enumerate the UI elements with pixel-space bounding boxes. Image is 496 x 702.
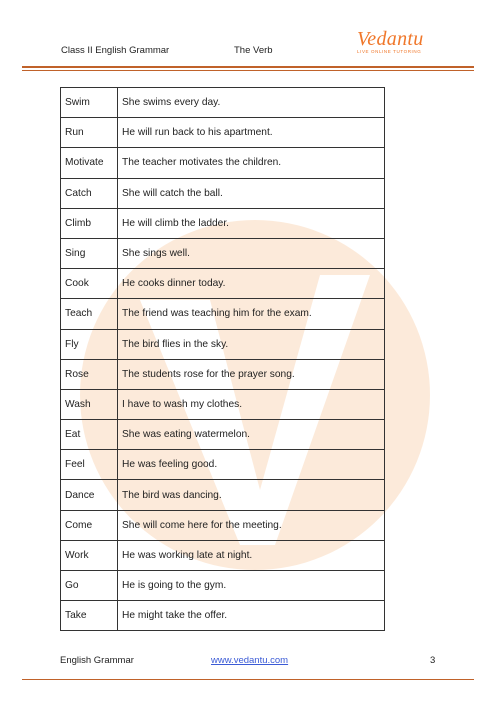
sentence-cell: The friend was teaching him for the exam.	[118, 299, 385, 329]
sentence-cell: He might take the offer.	[118, 601, 385, 631]
verb-cell: Climb	[61, 208, 118, 238]
table-row	[61, 420, 385, 450]
sentence-cell: She will come here for the meeting.	[118, 510, 385, 540]
table-row	[61, 238, 385, 268]
sentence-cell: She was eating watermelon.	[118, 420, 385, 450]
verb-cell: Go	[61, 571, 118, 601]
table-row	[61, 178, 385, 208]
footer-website-link[interactable]: www.vedantu.com	[211, 655, 289, 666]
sentence-cell: He was working late at night.	[118, 540, 385, 570]
logo-tagline: LIVE ONLINE TUTORING	[357, 49, 422, 54]
header-subject: Class II English Grammar	[61, 45, 170, 56]
table-row	[61, 571, 385, 601]
verb-cell: Run	[61, 118, 118, 148]
verb-cell: Wash	[61, 389, 118, 419]
sentence-cell: The students rose for the prayer song.	[118, 359, 385, 389]
table-row	[61, 359, 385, 389]
verb-cell: Catch	[61, 178, 118, 208]
header-divider-thick	[22, 66, 474, 68]
sentence-cell: He was feeling good.	[118, 450, 385, 480]
verb-cell: Feel	[61, 450, 118, 480]
verb-cell: Sing	[61, 238, 118, 268]
sentence-cell: She sings well.	[118, 238, 385, 268]
table-row	[61, 118, 385, 148]
verb-cell: Teach	[61, 299, 118, 329]
verb-cell: Work	[61, 540, 118, 570]
sentence-cell: He will run back to his apartment.	[118, 118, 385, 148]
table-row	[61, 389, 385, 419]
table-row	[61, 299, 385, 329]
table-row	[61, 450, 385, 480]
verb-cell: Dance	[61, 480, 118, 510]
sentence-cell: He will climb the ladder.	[118, 208, 385, 238]
verb-cell: Swim	[61, 88, 118, 118]
verb-cell: Cook	[61, 269, 118, 299]
sentence-cell: She will catch the ball.	[118, 178, 385, 208]
header-chapter-title: The Verb	[234, 45, 273, 56]
verb-cell: Eat	[61, 420, 118, 450]
sentence-cell: The bird flies in the sky.	[118, 329, 385, 359]
table-row	[61, 601, 385, 631]
sentence-cell: He cooks dinner today.	[118, 269, 385, 299]
footer-subject: English Grammar	[60, 655, 134, 666]
table-row	[61, 329, 385, 359]
page-number: 3	[430, 655, 436, 666]
table-row	[61, 208, 385, 238]
sentence-cell: The bird was dancing.	[118, 480, 385, 510]
sentence-cell: She swims every day.	[118, 88, 385, 118]
verb-cell: Take	[61, 601, 118, 631]
table-row	[61, 148, 385, 178]
logo-wordmark: Vedantu	[357, 28, 424, 50]
sentence-cell: I have to wash my clothes.	[118, 389, 385, 419]
verb-cell: Rose	[61, 359, 118, 389]
table-row	[61, 88, 385, 118]
table-row	[61, 540, 385, 570]
header-divider-thin	[22, 70, 474, 71]
vedantu-logo	[357, 30, 437, 52]
verb-cell: Motivate	[61, 148, 118, 178]
verb-table	[60, 87, 385, 631]
verb-cell: Fly	[61, 329, 118, 359]
footer-divider	[22, 679, 474, 680]
verb-cell: Come	[61, 510, 118, 540]
sentence-cell: He is going to the gym.	[118, 571, 385, 601]
table-row	[61, 480, 385, 510]
sentence-cell: The teacher motivates the children.	[118, 148, 385, 178]
table-row	[61, 269, 385, 299]
table-row	[61, 510, 385, 540]
